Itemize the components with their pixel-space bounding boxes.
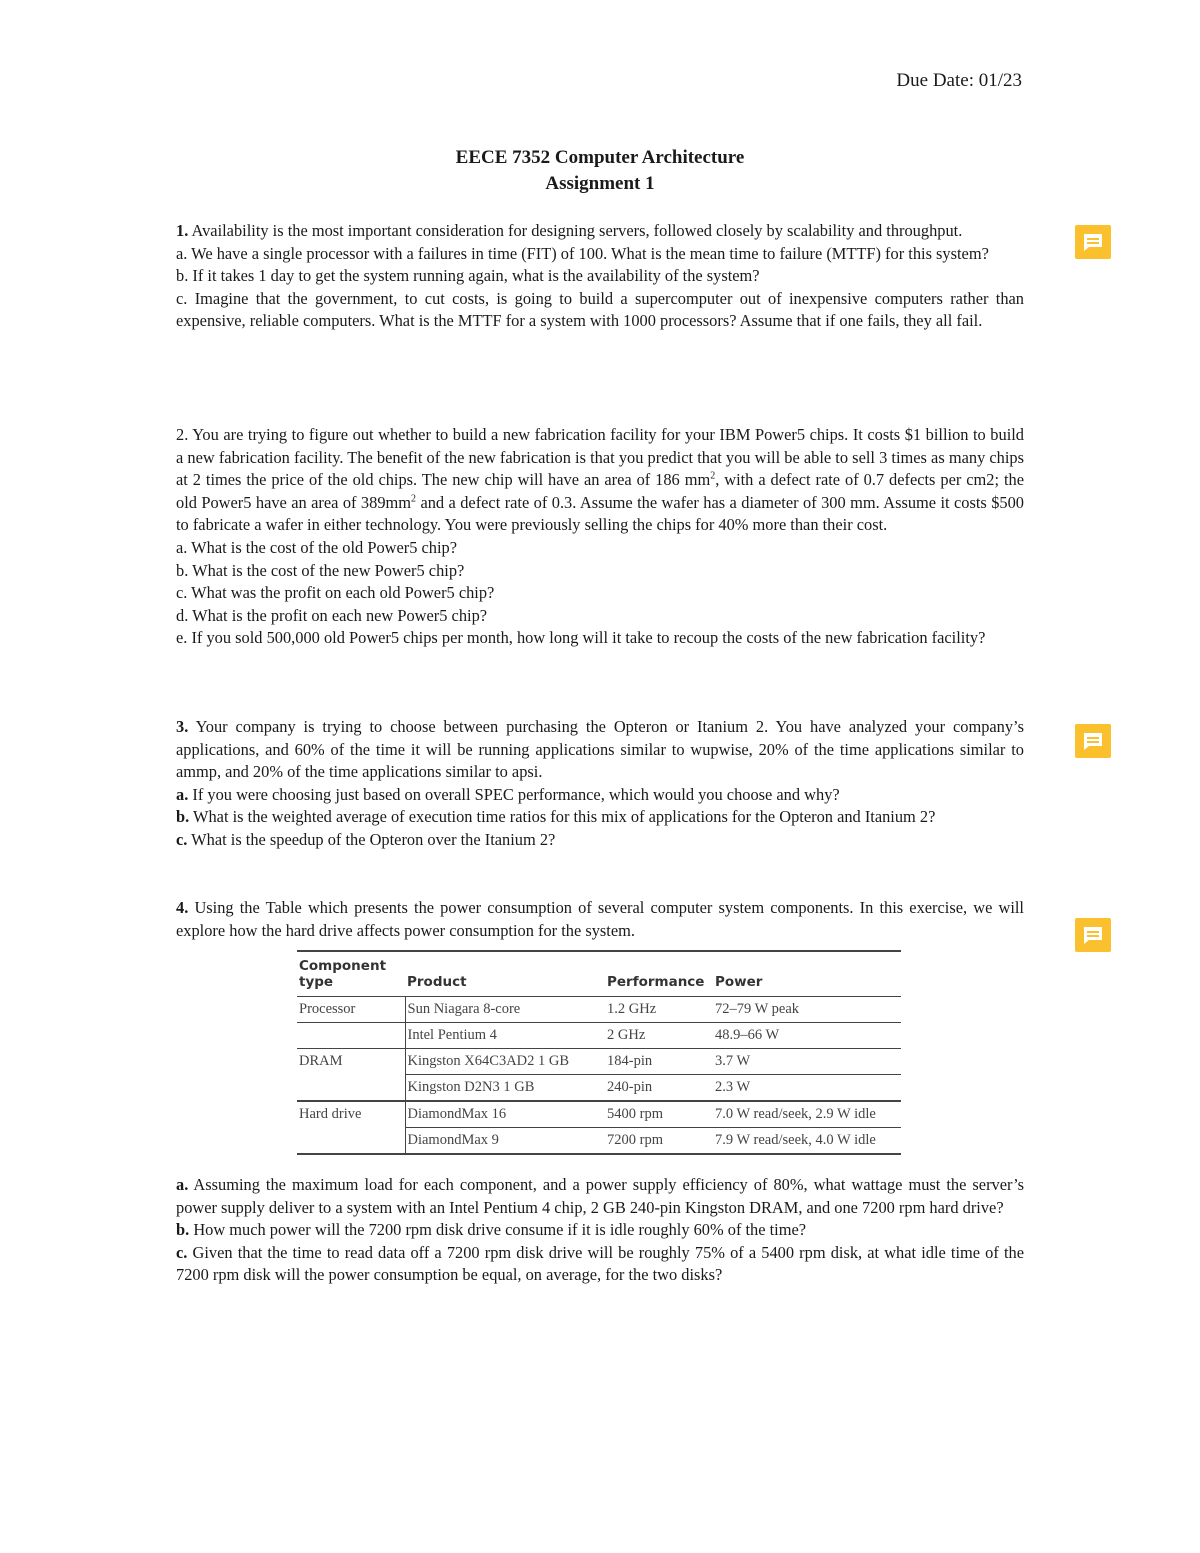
question-3	[176, 716, 1024, 852]
q1-part-a: a. We have a single processor with a failures in time (FIT) of 100. What is the mean time to failure (MTTF) for this system?	[176, 243, 989, 263]
q2-part-b: b. What is the cost of the new Power5 chip?	[176, 560, 465, 580]
header-product: Product	[405, 951, 605, 997]
q1-part-c: c. Imagine that the government, to cut costs, is going to build a supercomputer out of inexpensive computers rather than expensive, reliable computers. What is the MTTF for a system with 1000 processors? Assume that if one fails, they all fail.	[176, 288, 1024, 331]
due-date: Due Date: 01/23	[896, 70, 1022, 91]
table-row: Processor Sun Niagara 8-core 1.2 GHz 72–79 W peak	[297, 997, 901, 1023]
q3-part-a: a. If you were choosing just based on overall SPEC performance, which would you choose and why?	[176, 784, 840, 804]
question-4-parts	[176, 1174, 1024, 1287]
table-row: DiamondMax 9 7200 rpm 7.9 W read/seek, 4.0 W idle	[297, 1128, 901, 1155]
table-row: DRAM Kingston X64C3AD2 1 GB 184-pin 3.7 W	[297, 1049, 901, 1075]
comment-button[interactable]	[1075, 225, 1111, 259]
header-power: Power	[713, 951, 901, 997]
comment-button[interactable]	[1075, 724, 1111, 758]
q3-intro: 3. Your company is trying to choose between purchasing the Opteron or Itanium 2. You have analyzed your company’s applications, and 60% of the time it will be running applications similar to wupwise, 20% of the time applications similar to ammp, and 20% of the time applications similar to apsi.	[176, 717, 1024, 782]
table-row: Kingston D2N3 1 GB 240-pin 2.3 W	[297, 1075, 901, 1102]
q2-part-c: c. What was the profit on each old Power5 chip?	[176, 583, 495, 603]
comment-icon	[1075, 225, 1111, 259]
table-header-row	[297, 951, 901, 997]
comment-icon	[1075, 724, 1111, 758]
q2-intro: 2. You are trying to figure out whether to build a new fabrication facility for your IBM Power5 chips. It costs $1 billion to build a new fabrication facility. The benefit of the new fabrication is that you predict that you will be able to sell 3 times as many chips at 2 times the price of the old chips. The new chip will have an area of 186 $mm^2$, with a defect rate of 0.7 defects per cm2; the old Power5 have an area of $389mm^2$ and a defect rate of 0.3. Assume the wafer has a diameter of 300 mm. Assume it costs $500 to fabricate a wafer in either technology. You were previously selling the chips for 40% more than their cost.	[176, 425, 1024, 535]
q4-part-b: b. How much power will the 7200 rpm disk drive consume if it is idle roughly 60% of the time?	[176, 1220, 807, 1240]
q3-part-b: b. What is the weighted average of execution time ratios for this mix of applications for the Opteron and Itanium 2?	[176, 807, 936, 827]
q4-part-a: a. Assuming the maximum load for each component, and a power supply efficiency of 80%, what wattage must the server’s power supply deliver to a system with an Intel Pentium 4 chip, 2 GB 240-pin Kingston DRAM, and one 7200 rpm hard drive?	[176, 1175, 1024, 1217]
q2-part-e: e. If you sold 500,000 old Power5 chips per month, how long will it take to recoup the costs of the new fabrication facility?	[176, 628, 986, 648]
q2-part-a: a. What is the cost of the old Power5 chip?	[176, 537, 458, 557]
q1-part-b: b. If it takes 1 day to get the system running again, what is the availability of the system?	[176, 266, 760, 286]
header-performance: Performance	[605, 951, 713, 997]
question-2	[176, 424, 1024, 650]
assignment-title: Assignment 1	[545, 173, 655, 194]
course-title: EECE 7352 Computer Architecture	[455, 147, 745, 168]
comment-icon	[1075, 918, 1111, 952]
comment-button[interactable]	[1075, 918, 1111, 952]
table-row: Hard drive DiamondMax 16 5400 rpm 7.0 W read/seek, 2.9 W idle	[297, 1101, 901, 1128]
q4-intro: 4. Using the Table which presents the power consumption of several computer system components. In this exercise, we will explore how the hard drive affects power consumption for the system.	[176, 898, 1024, 940]
question-1	[176, 220, 1024, 333]
q4-part-c: c. Given that the time to read data off a 7200 rpm disk drive will be roughly 75% of a 5400 rpm disk, at what idle time of the 7200 rpm disk will the power consumption be equal, on average, for the two disks?	[176, 1242, 1024, 1285]
q1-intro: 1. Availability is the most important consideration for designing servers, followed closely by scalability and throughput.	[176, 221, 963, 240]
table-row: Intel Pentium 4 2 GHz 48.9–66 W	[297, 1023, 901, 1049]
question-4	[176, 897, 1024, 942]
header-component-type: Component type	[297, 951, 405, 997]
q2-part-d: d. What is the profit on each new Power5 chip?	[176, 605, 488, 625]
power-consumption-table	[297, 950, 901, 1155]
q3-part-c: c. What is the speedup of the Opteron over the Itanium 2?	[176, 829, 556, 849]
